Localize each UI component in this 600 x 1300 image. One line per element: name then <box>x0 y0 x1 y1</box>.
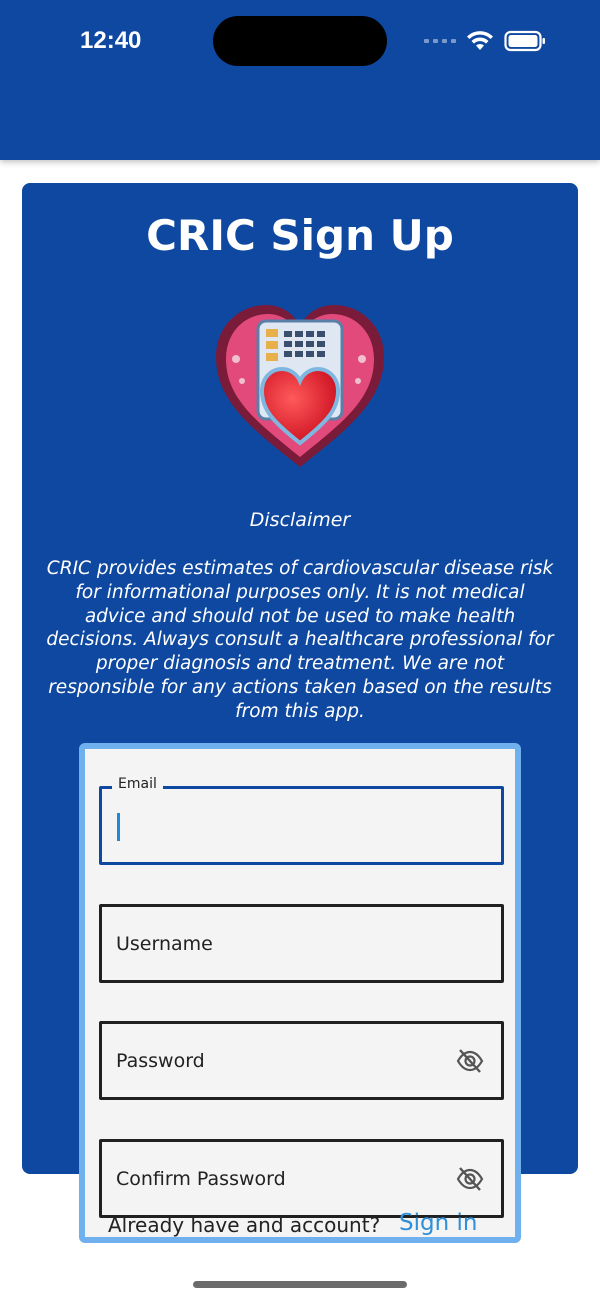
wifi-icon <box>466 30 494 52</box>
signup-form <box>79 743 521 1243</box>
username-placeholder: Username <box>116 932 213 955</box>
eye-off-icon[interactable] <box>455 1164 485 1194</box>
page-title: CRIC Sign Up <box>146 211 454 260</box>
confirm-password-field[interactable] <box>99 1139 504 1218</box>
signin-link[interactable]: Sign in <box>399 1210 478 1236</box>
heart-calculator-icon <box>212 301 388 471</box>
home-indicator[interactable] <box>193 1281 407 1288</box>
disclaimer-text: CRIC provides estimates of cardiovascular disease risk for informational purposes only. It is not medical advice and should not be used to make health decisions. Always consult a healthcare professional for proper diagnosis and treatment. We are not responsible for any actions taken based on the results from this app. <box>46 558 554 722</box>
signup-card <box>22 183 578 1190</box>
status-icons <box>424 26 546 56</box>
battery-icon <box>504 30 546 52</box>
disclaimer-title: Disclaimer <box>249 509 351 531</box>
text-caret <box>117 813 120 841</box>
status-bar <box>0 0 600 160</box>
email-label: Email <box>112 776 163 792</box>
confirm-password-placeholder: Confirm Password <box>116 1167 286 1190</box>
signin-prompt: Already have and account? <box>108 1213 381 1237</box>
password-placeholder: Password <box>116 1049 205 1072</box>
email-field[interactable] <box>99 776 504 865</box>
status-time: 12:40 <box>80 27 142 54</box>
password-field[interactable] <box>99 1021 504 1100</box>
eye-off-icon[interactable] <box>455 1046 485 1076</box>
dynamic-island <box>213 16 387 66</box>
username-field[interactable] <box>99 904 504 983</box>
signal-icon <box>424 39 456 43</box>
